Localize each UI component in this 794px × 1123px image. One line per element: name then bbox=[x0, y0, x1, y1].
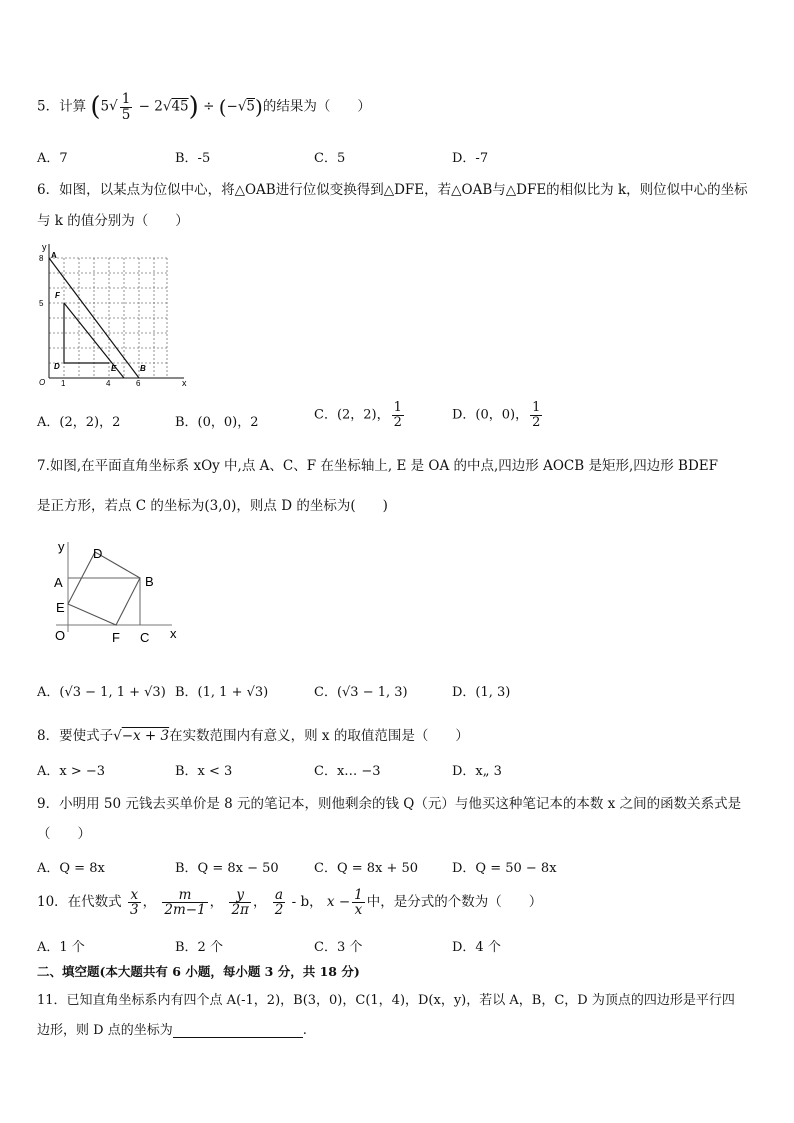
q7-option-b[interactable]: B．(1, 1 + √3) bbox=[175, 685, 269, 700]
q8-pre: 8．要使式子 bbox=[37, 728, 114, 744]
q10-post: 中，是分式的个数为（ ） bbox=[366, 894, 543, 911]
q6-point-d: D bbox=[54, 362, 60, 371]
q5-minus: − 2 bbox=[134, 98, 163, 115]
q11-line2 bbox=[37, 1019, 307, 1038]
paren-open: ( bbox=[90, 92, 101, 122]
q7-label-a: A bbox=[54, 575, 63, 590]
q6-tick-x6: 6 bbox=[136, 379, 141, 388]
q10-f4-tail: - b， bbox=[287, 894, 323, 911]
q10-f1-den: 3 bbox=[129, 902, 139, 919]
q8-option-b[interactable]: B．x < 3 bbox=[175, 764, 233, 779]
q10-f5-pre: x − bbox=[326, 894, 351, 911]
q7-label-f: F bbox=[112, 630, 120, 645]
q8-radicand: −x + 3 bbox=[121, 728, 170, 744]
q9-option-a[interactable]: A．Q = 8x bbox=[37, 861, 105, 876]
paren-close: ) bbox=[188, 92, 199, 122]
q7-line1: 7.如图,在平面直角坐标系 xOy 中,点 A、C、F 在坐标轴上, E 是 OA 的中点,四边形 AOCB 是矩形,四边形 BDEF bbox=[37, 458, 718, 474]
question-5: 5．计算 (5√ $\frac{1}{5}$ − 2√45) ÷ (−√5)的结果为（ ） bbox=[37, 91, 371, 123]
q6-point-b: B bbox=[140, 364, 146, 373]
q6-option-d-den: 2 bbox=[532, 414, 541, 430]
q6-line2: 与 k 的值分别为（ ） bbox=[37, 213, 189, 229]
q6-point-f: F bbox=[55, 291, 60, 300]
q5-rad-45: 45 bbox=[171, 98, 189, 115]
q7-label-y: y bbox=[58, 539, 65, 554]
q5-option-a[interactable]: A．7 bbox=[37, 151, 68, 166]
q6-origin: O bbox=[39, 378, 46, 387]
q9-line1: 9．小明用 50 元钱去买单价是 8 元的笔记本，则他剩余的钱 Q（元）与他买这种笔记本的本数 x 之间的函数关系式是 bbox=[37, 796, 742, 812]
q6-figure bbox=[34, 238, 194, 388]
q10-option-b[interactable]: B．2 个 bbox=[175, 940, 223, 955]
q9-option-c[interactable]: C．Q = 8x + 50 bbox=[314, 861, 419, 876]
q6-y-label: y bbox=[42, 242, 47, 252]
q10-option-a[interactable]: A．1 个 bbox=[37, 940, 85, 955]
q6-tick-x4: 4 bbox=[106, 379, 111, 388]
q6-x-label: x bbox=[182, 378, 187, 388]
q5-rad-5: 5 bbox=[246, 98, 256, 115]
q6-option-a[interactable]: A．(2，2)，2 bbox=[37, 415, 121, 430]
q10-pre: 10．在代数式 bbox=[37, 894, 122, 911]
q11-line2-text: 边形，则 D 点的坐标为 bbox=[37, 1023, 173, 1038]
q10-f5-den: x bbox=[354, 902, 363, 919]
q6-option-d-text: D．(0，0)， bbox=[452, 407, 529, 423]
q5-neg: − bbox=[226, 98, 238, 115]
q10-option-d[interactable]: D．4 个 bbox=[452, 940, 501, 955]
q7-option-c[interactable]: C．(√3 − 1, 3) bbox=[314, 685, 408, 700]
q10-f4-num: a bbox=[273, 888, 286, 903]
q7-label-x: x bbox=[170, 626, 177, 641]
q6-option-c[interactable] bbox=[314, 401, 406, 429]
q5-tail: 的结果为（ ） bbox=[262, 98, 371, 115]
q7-label-b: B bbox=[145, 574, 154, 589]
q10-line: 10．在代数式 $\frac{x}{3}$ ， $\frac{m}{2m-1}$ ， $\frac{y}{2\pi}$ ， $\frac{a}{2}$ - b， x − $\frac{1}{x}$ 中，是分式的个数为（ ） bbox=[37, 887, 543, 919]
q6-point-e: E bbox=[111, 364, 117, 373]
q6-option-d[interactable] bbox=[452, 401, 544, 429]
q8-option-c[interactable]: C．x… −3 bbox=[314, 764, 381, 779]
q7-label-c: C bbox=[140, 630, 150, 645]
q5-option-d[interactable]: D．-7 bbox=[452, 151, 489, 166]
q10-f3-den: 2π bbox=[231, 902, 249, 919]
q8-option-d[interactable]: D．x„ 3 bbox=[452, 764, 502, 779]
q6-option-c-num: 1 bbox=[393, 400, 402, 415]
q5-frac-den: 5 bbox=[121, 106, 131, 123]
q10-f5-num: 1 bbox=[354, 887, 363, 903]
q7-square-bdef bbox=[68, 552, 140, 625]
q11-answer-blank[interactable] bbox=[173, 1023, 303, 1038]
q8-post: 在实数范围内有意义，则 x 的取值范围是（ ） bbox=[169, 728, 469, 744]
q5-div: ÷ bbox=[198, 98, 219, 115]
q6-point-a: A bbox=[51, 251, 57, 260]
q10-f1-num: x bbox=[128, 888, 141, 903]
q10-f4-den: 2 bbox=[274, 902, 284, 919]
q6-grid bbox=[49, 258, 167, 378]
q5-frac-num: 1 bbox=[121, 91, 131, 108]
q6-option-b[interactable]: B．(0，0)，2 bbox=[175, 415, 259, 430]
q7-line2: 是正方形，若点 C 的坐标为(3,0)，则点 D 的坐标为( ) bbox=[37, 498, 388, 514]
q7-label-d: D bbox=[93, 546, 103, 561]
q9-option-d[interactable]: D．Q = 50 − 8x bbox=[452, 861, 557, 876]
paren-open2: ( bbox=[218, 95, 227, 119]
q9-option-b[interactable]: B．Q = 8x − 50 bbox=[175, 861, 279, 876]
q5-label: 5．计算 bbox=[37, 98, 87, 115]
q7-figure bbox=[50, 536, 190, 648]
q6-option-c-den: 2 bbox=[393, 414, 402, 430]
q7-label-o: O bbox=[55, 628, 66, 643]
q6-option-d-num: 1 bbox=[532, 400, 541, 415]
q10-f2-den: 2m−1 bbox=[164, 902, 206, 919]
q11-end: . bbox=[302, 1023, 307, 1038]
q5-coef: 5 bbox=[100, 98, 110, 115]
q10-f3-num: y bbox=[229, 888, 250, 903]
q8-line: 8．要使式子√−x + 3在实数范围内有意义，则 x 的取值范围是（ ） bbox=[37, 728, 469, 744]
q10-option-c[interactable]: C．3 个 bbox=[314, 940, 363, 955]
section-heading-fill-blank: 二、填空题(本大题共有 6 小题，每小题 3 分，共 18 分) bbox=[37, 964, 360, 979]
q5-sqrt-frac: √ $\frac{1}{5}$ bbox=[109, 91, 131, 123]
q7-label-e: E bbox=[56, 600, 65, 615]
q5-option-c[interactable]: C．5 bbox=[314, 151, 346, 166]
q7-option-a[interactable]: A．(√3 − 1, 1 + √3) bbox=[37, 685, 166, 700]
q6-line1: 6．如图，以某点为位似中心，将△OAB进行位似变换得到△DFE，若△OAB与△DFE的相似比为 k，则位似中心的坐标 bbox=[37, 182, 748, 198]
q6-option-c-text: C．(2，2)， bbox=[314, 407, 390, 423]
q11-line1: 11．已知直角坐标系内有四个点 A(-1，2)，B(3，0)，C(1，4)，D(x，y)，若以 A，B，C，D 为顶点的四边形是平行四 bbox=[37, 993, 735, 1008]
q10-f2-num: m bbox=[162, 888, 207, 903]
q5-option-b[interactable]: B．-5 bbox=[175, 151, 211, 166]
paren-close2: ) bbox=[255, 95, 263, 119]
q6-tick-8: 8 bbox=[39, 254, 44, 263]
q6-tick-5: 5 bbox=[39, 299, 44, 308]
q7-option-d[interactable]: D．(1, 3) bbox=[452, 685, 511, 700]
q6-tick-x1: 1 bbox=[61, 379, 66, 388]
q8-option-a[interactable]: A．x > −3 bbox=[37, 764, 106, 779]
q9-line2: （ ） bbox=[37, 826, 91, 842]
